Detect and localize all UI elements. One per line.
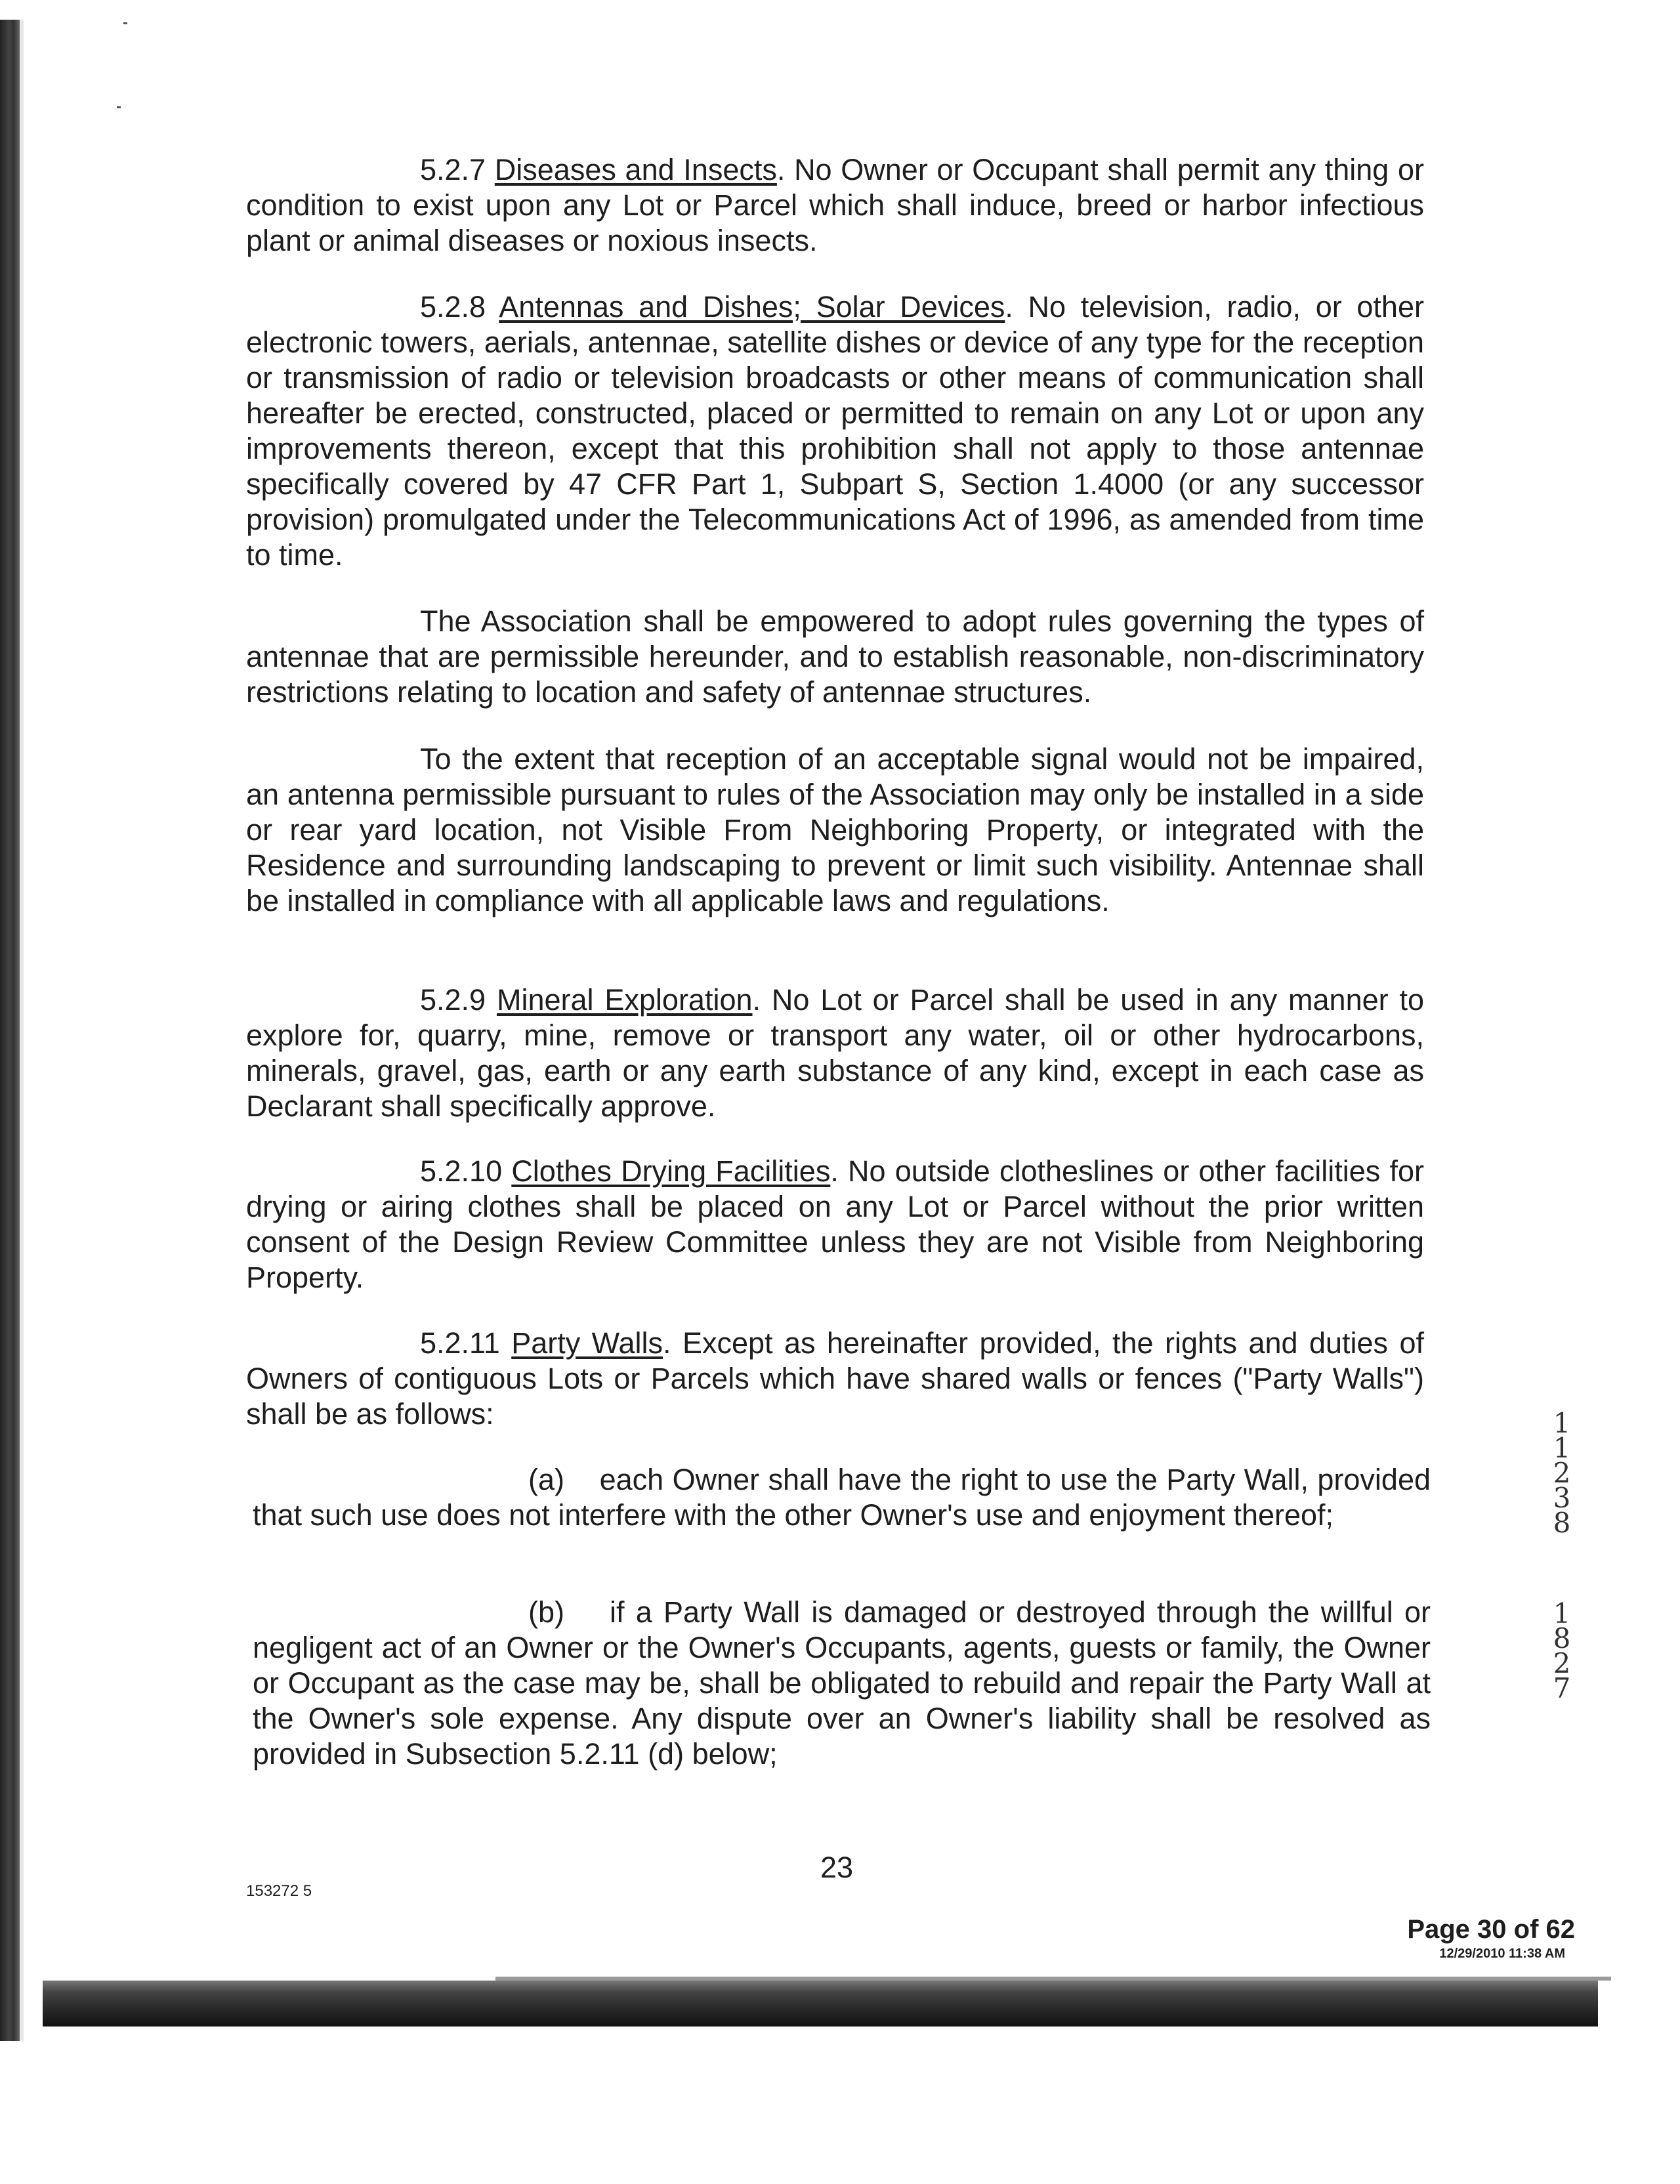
scan-left-edge	[0, 20, 20, 2041]
section-number: 5.2.7	[420, 153, 486, 186]
section-title: Antennas and Dishes; Solar Devices	[499, 290, 1005, 324]
recorder-page-count: Page 30 of 62	[1407, 1915, 1575, 1944]
section-5-2-9	[246, 982, 1424, 1124]
section-5-2-8-paragraph-3	[246, 742, 1424, 919]
section-5-2-8	[246, 289, 1424, 573]
paragraph-text: The Association shall be empowered to adopt rules governing the types of antennae that are permissible hereunder, and to establish reasonable, non-discriminatory restrictions relating to location and safety of antennae structures.	[246, 604, 1424, 709]
section-number: 5.2.11	[420, 1326, 500, 1360]
section-body: . Except as hereinafter provided, the rights and duties of Owners of contiguous Lots or Parcels which have shared walls or fences ("Party Walls") shall be as follows:	[246, 1326, 1424, 1431]
section-5-2-7	[246, 152, 1424, 259]
section-number: 5.2.9	[420, 983, 486, 1017]
recorder-timestamp: 12/29/2010 11:38 AM	[1439, 1946, 1565, 1961]
scan-speck	[123, 22, 127, 24]
reception-digit: 1	[1553, 1597, 1571, 1629]
reception-digit: 8	[1553, 1622, 1571, 1654]
section-title: Clothes Drying Facilities	[511, 1154, 831, 1188]
reception-digit: 2	[1553, 1647, 1571, 1679]
section-number: 5.2.8	[420, 290, 486, 324]
section-title: Mineral Exploration	[496, 983, 753, 1017]
subsection-a	[253, 1462, 1431, 1533]
subsection-text: each Owner shall have the right to use the Party Wall, provided that such use does not interfere with the other Owner's use and enjoyment thereof;	[253, 1463, 1431, 1532]
paragraph-text: To the extent that reception of an acceptable signal would not be impaired, an antenna permissible pursuant to rules of the Association may only be installed in a side or rear yard location, not Visible From Neighboring Property, or integrated with the Residence and surrounding landscaping to prevent or limit such visibility. Antennae shall be installed in compliance with all applicable laws and regulations.	[246, 742, 1424, 917]
section-title: Diseases and Insects	[494, 153, 777, 186]
subsection-label: (a)	[528, 1463, 564, 1496]
section-body: . No Lot or Parcel shall be used in any manner to explore for, quarry, mine, remove or transport any water, oil or other hydrocarbons, minerals, gravel, gas, earth or any earth substance of any kind, except in each case as Declarant shall specifically approve.	[246, 983, 1424, 1123]
section-body: . No outside clotheslines or other facilities for drying or airing clothes shall be placed on any Lot or Parcel without the prior written consent of the Design Review Committee unless they are not Visible from Neighboring Property.	[246, 1154, 1424, 1294]
section-5-2-8-paragraph-2	[246, 604, 1424, 710]
reception-digit: 8	[1553, 1507, 1571, 1539]
section-body: . No Owner or Occupant shall permit any thing or condition to exist upon any Lot or Parcel which shall induce, breed or harbor infectious plant or animal diseases or noxious insects.	[246, 153, 1424, 257]
page-number: 23	[820, 1851, 854, 1884]
section-number: 5.2.10	[420, 1154, 503, 1188]
reception-digit: 1	[1553, 1432, 1571, 1464]
scan-speck	[117, 106, 121, 108]
subsection-text: if a Party Wall is damaged or destroyed through the willful or negligent act of an Owner or the Owner's Occupants, agents, guests or family, the Owner or Occupant as the case may be, shall be obligated to rebuild and repair the Party Wall at the Owner's sole expense. Any dispute over an Owner's liability shall be resolved as provided in Subsection 5.2.11 (d) below;	[253, 1595, 1431, 1771]
section-5-2-10	[246, 1154, 1424, 1295]
reception-number-bottom	[1549, 1597, 1575, 1704]
section-5-2-11	[246, 1326, 1424, 1432]
subsection-b	[253, 1595, 1431, 1772]
reception-digit: 2	[1553, 1457, 1571, 1489]
document-id: 153272 5	[246, 1882, 312, 1900]
section-body: . No television, radio, or other electronic towers, aerials, antennae, satellite dishes or device of any type for the reception or transmission of radio or television broadcasts or other means of communication shall hereafter be erected, constructed, placed or permitted to remain on any Lot or upon any improvements thereon, except that this prohibition shall not apply to those antennae specifically covered by 47 CFR Part 1, Subpart S, Section 1.4000 (or any successor provision) promulgated under the Telecommunications Act of 1996, as amended from time to time.	[246, 290, 1424, 572]
reception-number-top	[1549, 1407, 1575, 1539]
scan-bottom-edge	[43, 1981, 1598, 2026]
reception-digit: 3	[1553, 1482, 1571, 1514]
reception-digit: 7	[1553, 1672, 1571, 1704]
subsection-label: (b)	[528, 1595, 564, 1629]
reception-digit: 1	[1553, 1407, 1571, 1439]
section-title: Party Walls	[511, 1326, 663, 1360]
